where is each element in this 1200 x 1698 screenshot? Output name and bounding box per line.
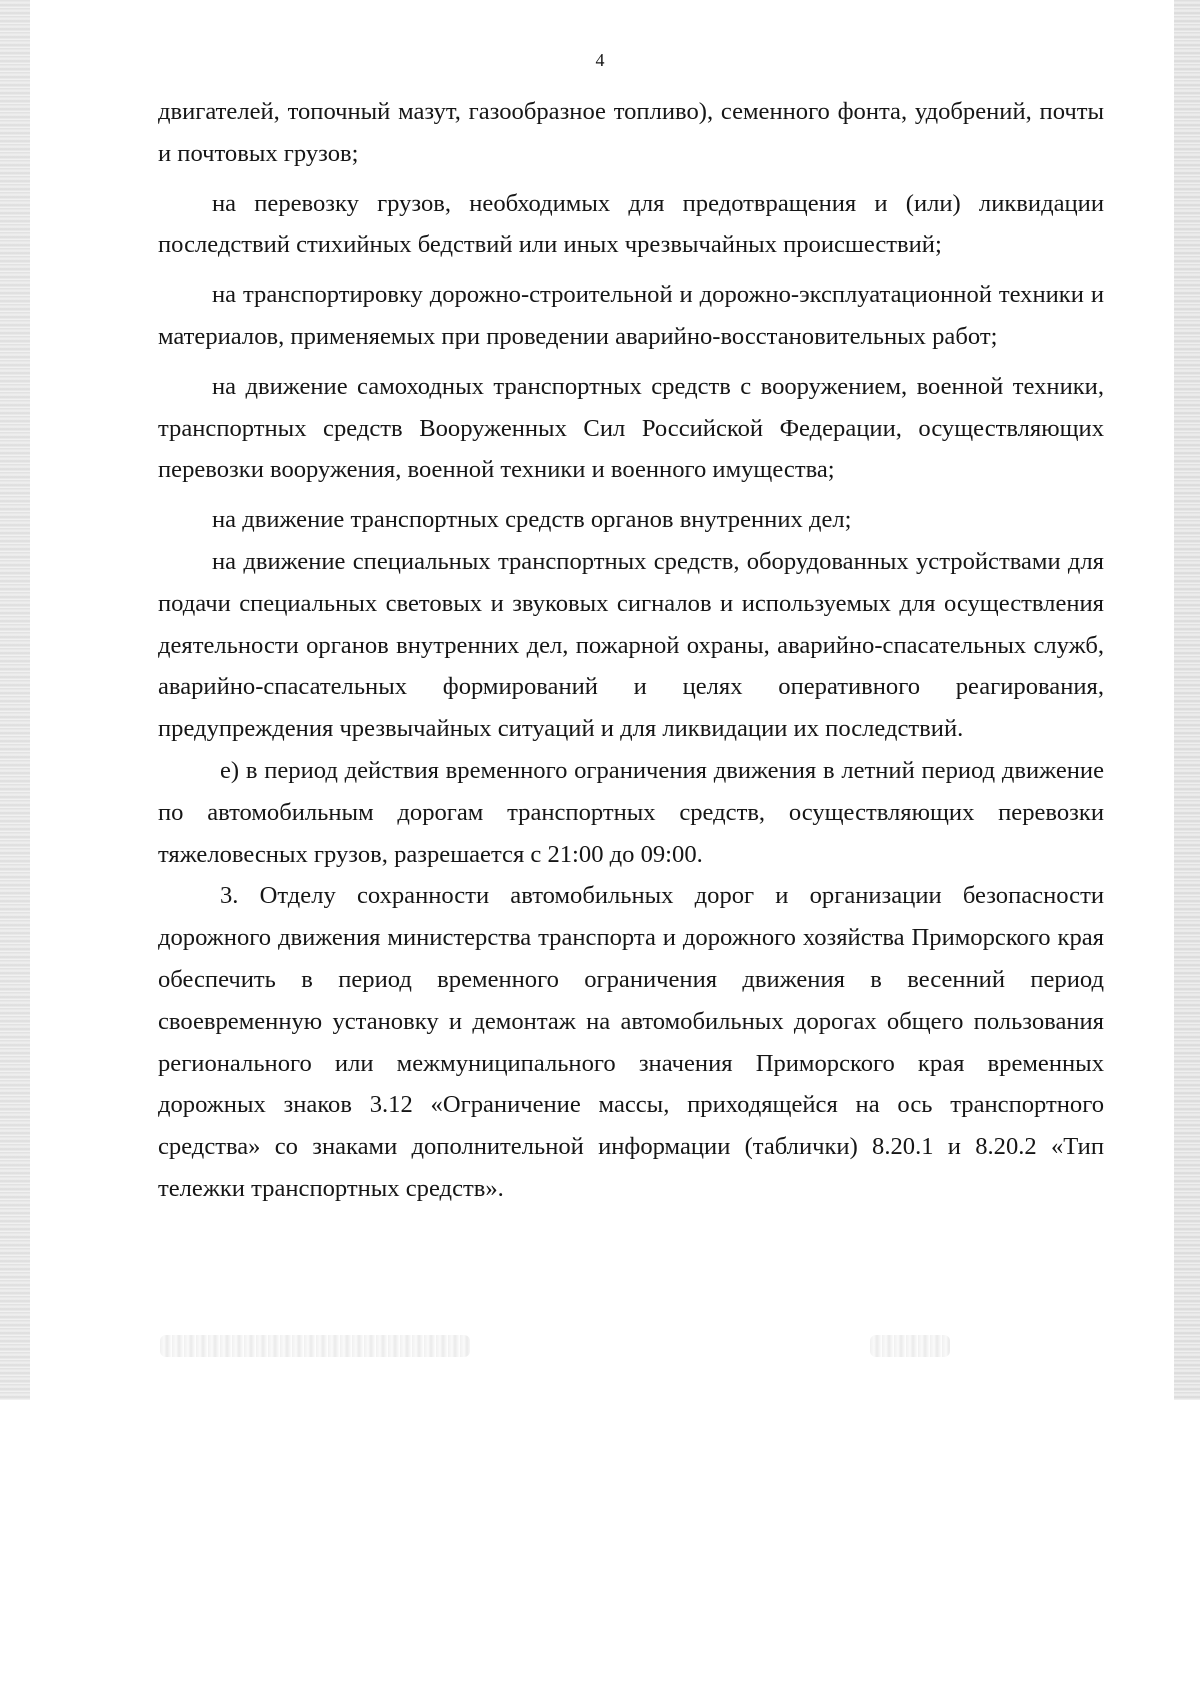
- scan-smudge: [160, 1335, 470, 1357]
- paragraph-cargo-emergency: на перевозку грузов, необходимых для предотвращения и (или) ликвидации последствий стихийных бедствий или иных чрезвычайных происшествий;: [158, 189, 1104, 259]
- paragraph-summer-period: е) в период действия временного ограничения движения в летний период движение по автомобильным дорогам транспортных средств, осуществляющих перевозки тяжеловесных грузов, разрешается с 21:00 до 09:00.: [158, 756, 1104, 868]
- scan-edge-left: [0, 0, 30, 1400]
- paragraph-continuation: двигателей, топочный мазут, газообразное топливо), семенного фонта, удобрений, почты и почтовых грузов;: [158, 98, 1104, 167]
- paragraph-item-3: 3. Отделу сохранности автомобильных дорог и организации безопасности дорожного движения министерства транспорта и дорожного хозяйства Приморского края обеспечить в период временного ограничения движения в весенний период своевременную установку и демонтаж на автомобильных дорогах общего пользования регионального или межмуниципального значения Приморского края временных дорожных знаков 3.12 «Ограничение массы, приходящейся на ось транспортного средства» со знаками дополнительной информации (таблички) 8.20.1 и 8.20.2 «Тип тележки транспортных средств».: [158, 882, 1104, 1202]
- paragraph-road-equipment: на транспортировку дорожно-строительной и дорожно-эксплуатационной техники и материалов, применяемых при проведении аварийно-восстановительных работ;: [158, 281, 1104, 350]
- document-body: [158, 91, 1104, 1210]
- paragraph-military-vehicles: на движение самоходных транспортных средств с вооружением, военной техники, транспортных средств Вооруженных Сил Российской Федерации, осуществляющих перевозки вооружения, военной техники и военного имущества;: [158, 372, 1104, 484]
- page-number: 4: [595, 50, 605, 70]
- paragraph-special-vehicles: на движение специальных транспортных средств, оборудованных устройствами для подачи специальных световых и звуковых сигналов и используемых для осуществления деятельности органов внутренних дел, пожарной охраны, аварийно-спасательных служб, аварийно-спасательных формирований и целях оперативного реагирования, предупреждения чрезвычайных ситуаций и для ликвидации их последствий.: [158, 547, 1104, 743]
- paragraph-internal-affairs: на движение транспортных средств органов внутренних дел;: [212, 506, 852, 534]
- scan-edge-right: [1174, 0, 1200, 1400]
- scan-smudge: [870, 1335, 950, 1357]
